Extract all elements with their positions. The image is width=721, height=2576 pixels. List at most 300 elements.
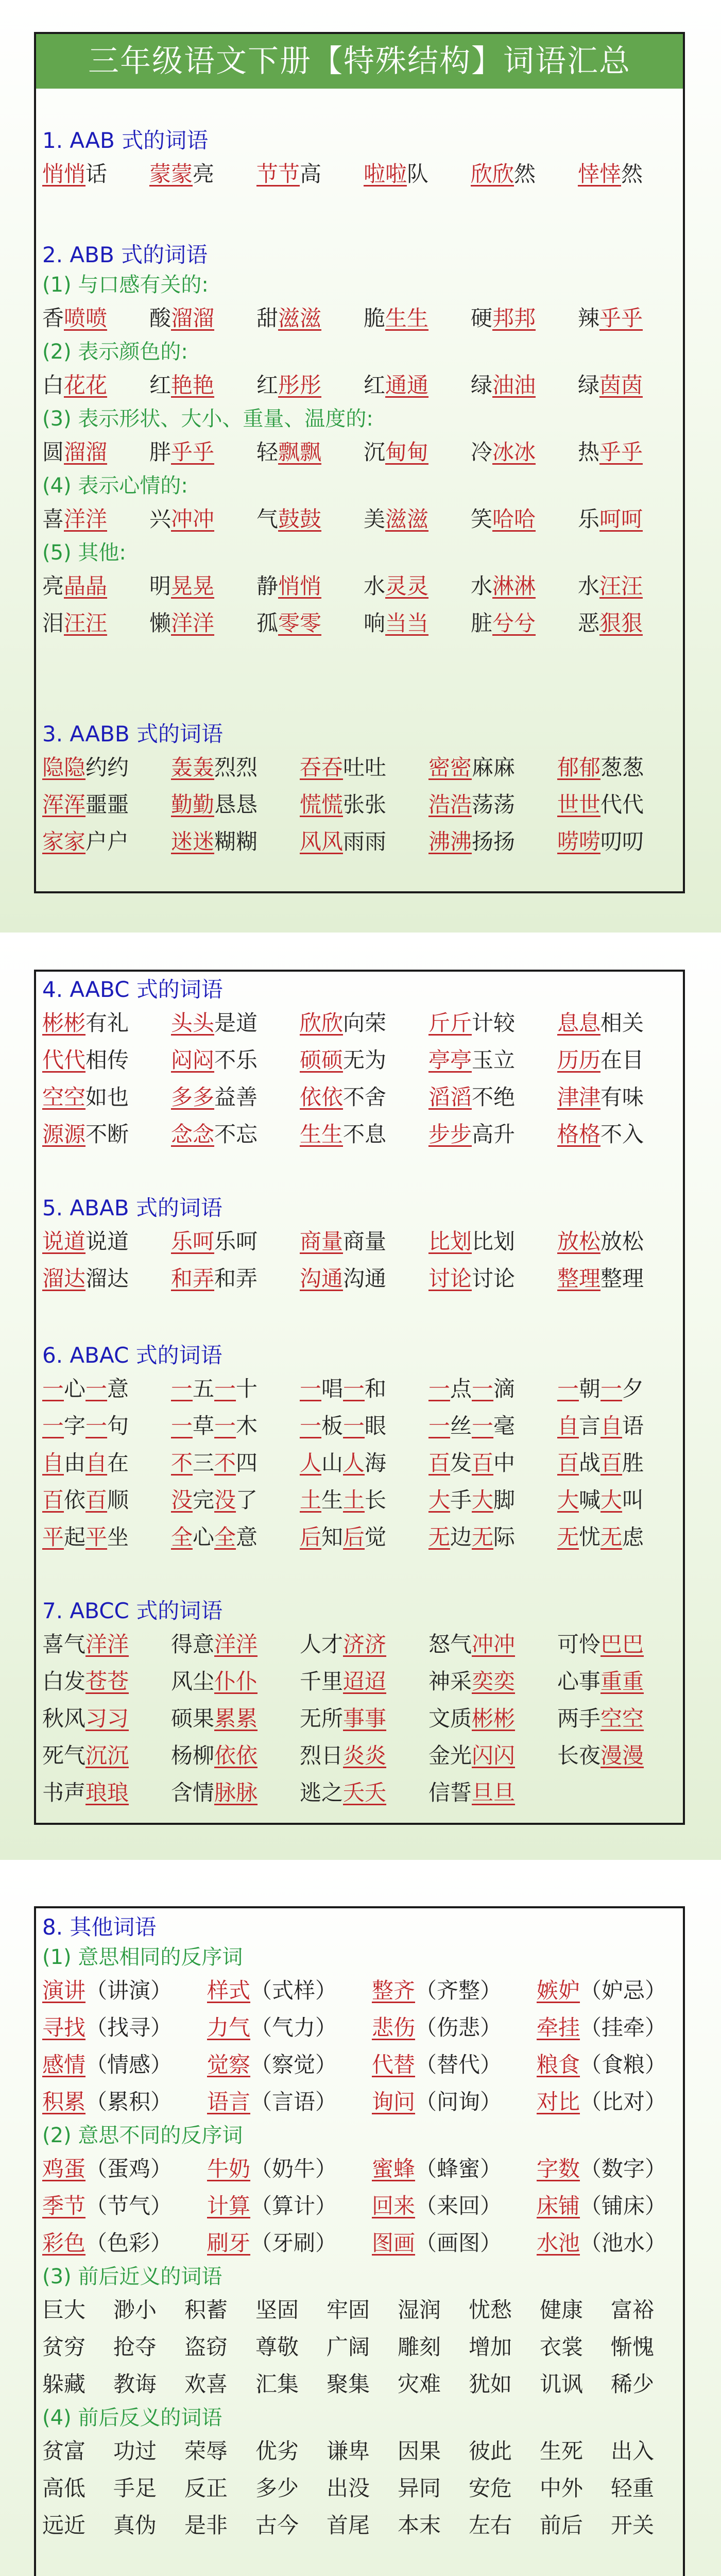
plain-part: 然 <box>621 161 643 187</box>
plain-part: 书声 <box>42 1780 86 1805</box>
plain-part: （妒忌） <box>580 1978 667 2003</box>
word-item <box>428 1260 557 1297</box>
word-row <box>42 1626 677 1663</box>
highlighted-part: 奕奕 <box>472 1669 516 1694</box>
word-item <box>300 1626 428 1663</box>
plain-part: 不忘 <box>214 1122 258 1147</box>
word-row <box>42 1005 677 1042</box>
word-item <box>256 434 364 471</box>
highlighted-part: 累累 <box>214 1706 258 1731</box>
highlighted-part: 力气 <box>207 2015 251 2040</box>
plain-part: 十 <box>236 1376 258 1401</box>
plain-part: 渺小 <box>113 2297 157 2323</box>
plain-part: 讨论 <box>472 1266 516 1291</box>
plain-part: 在目 <box>600 1047 644 1073</box>
word-item <box>327 2507 398 2544</box>
highlighted-part: 源源 <box>42 1122 86 1147</box>
word-row <box>42 1700 677 1737</box>
word-item <box>42 2150 207 2188</box>
word-item <box>398 2433 469 2470</box>
plain-part: （情感） <box>85 2052 173 2077</box>
word-item <box>557 1445 686 1482</box>
plain-part: 轻重 <box>611 2476 655 2501</box>
word-item <box>469 2292 540 2329</box>
plain-part: （池水） <box>580 2230 667 2256</box>
word-item <box>364 300 471 337</box>
highlighted-part: 溜溜 <box>171 306 215 331</box>
word-item <box>300 749 428 786</box>
plain-part: 两手 <box>557 1706 601 1731</box>
word-item <box>557 749 686 786</box>
word-item <box>207 1972 372 2009</box>
highlighted-part: 自 <box>557 1413 579 1438</box>
word-item <box>327 2433 398 2470</box>
word-item <box>540 2507 611 2544</box>
word-item <box>428 1408 557 1445</box>
plain-part: 千里 <box>300 1669 344 1694</box>
word-item <box>171 1042 300 1079</box>
plain-part: 彼此 <box>469 2438 512 2464</box>
section-abcc <box>42 1596 677 1811</box>
plain-part: 喊 <box>579 1487 601 1513</box>
word-item <box>471 156 578 193</box>
word-row <box>42 2292 677 2329</box>
plain-part: 起 <box>64 1524 86 1550</box>
plain-part: 犹如 <box>469 2371 512 2397</box>
plain-part: （替代） <box>415 2052 502 2077</box>
word-item <box>42 2433 113 2470</box>
plain-part: 不断 <box>85 1122 129 1147</box>
plain-part: 讥讽 <box>540 2371 583 2397</box>
word-item <box>611 2329 682 2366</box>
plain-part: （铺床） <box>580 2193 667 2218</box>
word-row <box>42 605 677 642</box>
plain-part: 水 <box>364 573 386 599</box>
plain-part: 如也 <box>85 1084 129 1110</box>
plain-part: （气力） <box>250 2015 337 2040</box>
plain-part: 响 <box>364 611 386 636</box>
word-row <box>42 2329 677 2366</box>
word-item <box>171 1370 300 1408</box>
plain-part: 玉立 <box>472 1047 516 1073</box>
word-item <box>113 2433 184 2470</box>
word-item <box>471 367 578 404</box>
word-item <box>42 434 149 471</box>
word-item <box>364 501 471 538</box>
highlighted-part: 重重 <box>600 1669 644 1694</box>
plain-part: 向荣 <box>343 1010 387 1036</box>
plain-part: 不息 <box>343 1122 387 1147</box>
word-item <box>372 2083 537 2121</box>
highlighted-part: 代代 <box>42 1047 86 1073</box>
plain-part: 心事 <box>557 1669 601 1694</box>
word-item <box>42 1774 171 1811</box>
page-title: 三年级语文下册【特殊结构】词语汇总 <box>36 34 683 89</box>
highlighted-part: 空空 <box>42 1084 86 1110</box>
plain-part: 说道 <box>85 1229 129 1254</box>
word-row <box>42 1972 677 2009</box>
word-item <box>557 1408 686 1445</box>
plain-part: 胜 <box>622 1450 644 1476</box>
plain-part: 健康 <box>540 2297 583 2323</box>
plain-part: 放松 <box>600 1229 644 1254</box>
plain-part: 异同 <box>398 2476 441 2501</box>
plain-part: 秋风 <box>42 1706 86 1731</box>
word-row <box>42 568 677 605</box>
plain-part: 喜 <box>42 506 64 532</box>
word-item <box>42 156 149 193</box>
plain-part: 五 <box>193 1376 215 1401</box>
plain-part: 不绝 <box>472 1084 516 1110</box>
highlighted-part: 整理 <box>557 1266 601 1291</box>
word-item <box>557 1700 686 1737</box>
highlighted-part: 没 <box>214 1487 236 1513</box>
section-title: 4. AABC 式的词语 <box>42 977 223 1002</box>
plain-part: 张张 <box>343 792 387 817</box>
plain-part: 滴 <box>493 1376 516 1401</box>
plain-part: 富裕 <box>611 2297 655 2323</box>
highlighted-part: 飘飘 <box>278 439 322 465</box>
word-item <box>372 2150 537 2188</box>
section-title: 6. ABAC 式的词语 <box>42 1343 222 1368</box>
plain-part: 中外 <box>540 2476 583 2501</box>
word-item <box>428 1042 557 1079</box>
plain-part: 四 <box>236 1450 258 1476</box>
plain-part: 毫 <box>493 1413 516 1438</box>
highlighted-part: 乐呵 <box>171 1229 215 1254</box>
plain-part: 教诲 <box>113 2371 157 2397</box>
panel-3 <box>34 1906 685 2576</box>
word-item <box>171 1663 300 1700</box>
plain-part: 吐吐 <box>343 755 387 780</box>
plain-part: 中 <box>493 1450 516 1476</box>
highlighted-part: 念念 <box>171 1122 215 1147</box>
plain-part: 荣辱 <box>184 2438 228 2464</box>
plain-part: 尊敬 <box>255 2334 299 2360</box>
word-item <box>578 300 685 337</box>
word-row <box>42 1079 677 1116</box>
highlighted-part: 空空 <box>600 1706 644 1731</box>
word-row <box>42 1737 677 1774</box>
plain-part: （问询） <box>415 2089 502 2114</box>
word-item <box>428 1116 557 1153</box>
word-row <box>42 2433 677 2470</box>
plain-part: 句 <box>107 1413 129 1438</box>
word-item <box>207 2225 372 2262</box>
panel-1 <box>34 32 685 893</box>
highlighted-part: 后 <box>300 1524 322 1550</box>
highlighted-part: 一 <box>171 1376 193 1401</box>
highlighted-part: 乎乎 <box>599 306 643 331</box>
highlighted-part: 世世 <box>557 792 601 817</box>
highlighted-part: 百 <box>557 1450 579 1476</box>
word-item <box>42 2225 207 2262</box>
highlighted-part: 觉察 <box>207 2052 251 2077</box>
word-item <box>300 1116 428 1153</box>
word-item <box>557 1005 686 1042</box>
plain-part: 广阔 <box>327 2334 370 2360</box>
plain-part: （数字） <box>580 2156 667 2181</box>
word-item <box>42 1663 171 1700</box>
highlighted-part: 自 <box>600 1413 623 1438</box>
plain-part: 完 <box>193 1487 215 1513</box>
plain-part: 孤 <box>256 611 279 636</box>
word-item <box>171 786 300 823</box>
word-item <box>364 568 471 605</box>
highlighted-part: 依依 <box>300 1084 344 1110</box>
plain-part: 是道 <box>214 1010 258 1036</box>
highlighted-part: 牵挂 <box>537 2015 580 2040</box>
plain-part: （色彩） <box>85 2230 173 2256</box>
plain-part: 冷 <box>471 439 493 465</box>
word-item <box>255 2433 327 2470</box>
word-item <box>171 749 300 786</box>
highlighted-part: 询问 <box>372 2089 416 2114</box>
highlighted-part: 百 <box>472 1450 494 1476</box>
highlighted-part: 百 <box>42 1487 64 1513</box>
plain-part: 优劣 <box>255 2438 299 2464</box>
highlighted-part: 粮食 <box>537 2052 580 2077</box>
plain-part: 美 <box>364 506 386 532</box>
highlighted-part: 一 <box>42 1376 64 1401</box>
word-item <box>327 2470 398 2507</box>
plain-part: 眼 <box>365 1413 387 1438</box>
highlighted-part: 乎乎 <box>171 439 215 465</box>
plain-part: 高 <box>300 161 322 187</box>
highlighted-part: 一 <box>171 1413 193 1438</box>
plain-part: （察觉） <box>250 2052 337 2077</box>
plain-part: 积蓄 <box>184 2297 228 2323</box>
word-item <box>428 1005 557 1042</box>
highlighted-part: 嫉妒 <box>537 1978 580 2003</box>
highlighted-part: 斤斤 <box>428 1010 472 1036</box>
word-item <box>207 2188 372 2225</box>
plain-part: 葱葱 <box>600 755 644 780</box>
highlighted-part: 漫漫 <box>600 1743 644 1768</box>
word-item <box>171 1700 300 1737</box>
plain-part: 山 <box>321 1450 344 1476</box>
word-item <box>255 2329 327 2366</box>
highlighted-part: 全 <box>171 1524 193 1550</box>
word-item <box>537 2225 701 2262</box>
word-item <box>428 1370 557 1408</box>
word-item <box>537 1972 701 2009</box>
plain-part: 有礼 <box>85 1010 129 1036</box>
plain-part: 雕刻 <box>398 2334 441 2360</box>
highlighted-part: 一 <box>85 1376 108 1401</box>
highlighted-part: 苍苍 <box>85 1669 129 1694</box>
plain-part: 战 <box>579 1450 601 1476</box>
highlighted-part: 生生 <box>300 1122 344 1147</box>
word-item <box>611 2507 682 2544</box>
word-item <box>42 2292 113 2329</box>
highlighted-part: 呵呵 <box>599 506 643 532</box>
highlighted-part: 欣欣 <box>471 161 514 187</box>
highlighted-part: 沟通 <box>300 1266 344 1291</box>
word-item <box>540 2433 611 2470</box>
plain-part: （来回） <box>415 2193 502 2218</box>
plain-part: 无所 <box>300 1706 344 1731</box>
highlighted-part: 习习 <box>85 1706 129 1731</box>
highlighted-part: 头头 <box>171 1010 215 1036</box>
highlighted-part: 床铺 <box>537 2193 580 2218</box>
word-item <box>171 1079 300 1116</box>
highlighted-part: 人 <box>343 1450 365 1476</box>
word-item <box>42 2329 113 2366</box>
plain-part: 辣 <box>578 306 600 331</box>
word-item <box>300 1260 428 1297</box>
highlighted-part: 闪闪 <box>472 1743 516 1768</box>
word-item <box>398 2507 469 2544</box>
plain-part: （比对） <box>580 2089 667 2114</box>
plain-part: 生 <box>321 1487 344 1513</box>
plain-part: 乐 <box>578 506 600 532</box>
plain-part: 红 <box>364 372 386 398</box>
highlighted-part: 自 <box>42 1450 64 1476</box>
word-row <box>42 1116 677 1153</box>
plain-part: 比划 <box>472 1229 516 1254</box>
word-item <box>171 1260 300 1297</box>
highlighted-part: 整齐 <box>372 1978 416 2003</box>
word-item <box>42 1260 171 1297</box>
word-item <box>149 501 256 538</box>
word-item <box>578 605 685 642</box>
highlighted-part: 沉沉 <box>85 1743 129 1768</box>
plain-part: 懒 <box>149 611 171 636</box>
word-item <box>300 1223 428 1260</box>
plain-part: 圆 <box>42 439 64 465</box>
word-row <box>42 1408 677 1445</box>
plain-part: 左右 <box>469 2513 512 2538</box>
highlighted-part: 回来 <box>372 2193 416 2218</box>
highlighted-part: 一 <box>472 1376 494 1401</box>
word-item <box>184 2329 255 2366</box>
word-item <box>578 367 685 404</box>
plain-part: 盗窃 <box>184 2334 228 2360</box>
plain-part: 觉 <box>365 1524 387 1550</box>
highlighted-part: 步步 <box>428 1122 472 1147</box>
word-item <box>300 1700 428 1737</box>
highlighted-part: 说道 <box>42 1229 86 1254</box>
word-item <box>428 1737 557 1774</box>
plain-part: 约约 <box>85 755 129 780</box>
sub-title: (1) 与口感有关的: <box>42 273 209 297</box>
plain-part: 意 <box>107 1376 129 1401</box>
plain-part: 贫富 <box>42 2438 86 2464</box>
highlighted-part: 事事 <box>343 1706 387 1731</box>
word-item <box>42 749 171 786</box>
section-aabc <box>42 975 677 1153</box>
highlighted-part: 悻悻 <box>578 161 622 187</box>
word-item <box>300 1408 428 1445</box>
word-item <box>300 1445 428 1482</box>
plain-part: 扬扬 <box>472 829 516 854</box>
plain-part: （奶牛） <box>250 2156 337 2181</box>
highlighted-part: 一 <box>300 1413 322 1438</box>
plain-part: 前后 <box>540 2513 583 2538</box>
word-item <box>540 2470 611 2507</box>
highlighted-part: 生生 <box>385 306 429 331</box>
word-item <box>372 2046 537 2083</box>
plain-part: 有味 <box>600 1084 644 1110</box>
plain-part: 荡荡 <box>472 792 516 817</box>
plain-part: （牙刷） <box>250 2230 337 2256</box>
plain-part: 雨雨 <box>343 829 387 854</box>
plain-part: 不舍 <box>343 1084 387 1110</box>
highlighted-part: 喷喷 <box>64 306 108 331</box>
word-item <box>469 2433 540 2470</box>
word-item <box>611 2433 682 2470</box>
highlighted-part: 一 <box>472 1413 494 1438</box>
word-item <box>611 2366 682 2403</box>
highlighted-part: 冲冲 <box>472 1632 516 1657</box>
plain-part: 躲藏 <box>42 2371 86 2397</box>
word-item <box>557 823 686 860</box>
word-item <box>113 2329 184 2366</box>
section-title: 8. 其他词语 <box>42 1914 157 1940</box>
sub-title: (3) 表示形状、大小、重量、温度的: <box>42 407 373 431</box>
word-row <box>42 1519 677 1556</box>
plain-part: 在 <box>107 1450 129 1476</box>
plain-part: 计较 <box>472 1010 516 1036</box>
plain-part: 相关 <box>600 1010 644 1036</box>
plain-part: 热 <box>578 439 600 465</box>
word-item <box>42 2470 113 2507</box>
word-item <box>42 2507 113 2544</box>
word-item <box>364 367 471 404</box>
word-item <box>171 1408 300 1445</box>
plain-part: （算计） <box>250 2193 337 2218</box>
word-item <box>184 2433 255 2470</box>
plain-part: 手足 <box>113 2476 157 2501</box>
plain-part: 恳恳 <box>214 792 258 817</box>
word-item <box>471 434 578 471</box>
plain-part: 长 <box>365 1487 387 1513</box>
highlighted-part: 代替 <box>372 2052 416 2077</box>
word-item <box>184 2470 255 2507</box>
plain-part: 高低 <box>42 2476 86 2501</box>
section-title: 1. AAB 式的词语 <box>42 128 209 153</box>
word-item <box>207 2083 372 2121</box>
highlighted-part: 一 <box>428 1413 451 1438</box>
word-item <box>113 2470 184 2507</box>
plain-part: 安危 <box>469 2476 512 2501</box>
word-item <box>471 568 578 605</box>
highlighted-part: 悄悄 <box>42 161 86 187</box>
word-item <box>578 434 685 471</box>
highlighted-part: 后 <box>343 1524 365 1550</box>
word-item <box>149 367 256 404</box>
highlighted-part: 计算 <box>207 2193 251 2218</box>
word-item <box>364 434 471 471</box>
sub-title: (2) 表示颜色的: <box>42 340 188 364</box>
plain-part: 酸 <box>149 306 171 331</box>
word-item <box>557 1626 686 1663</box>
word-item <box>255 2292 327 2329</box>
plain-part: 户户 <box>85 829 129 854</box>
plain-part: （齐整） <box>415 1978 502 2003</box>
word-item <box>611 2292 682 2329</box>
word-item <box>42 1482 171 1519</box>
plain-part: 甜 <box>256 306 279 331</box>
word-item <box>171 1482 300 1519</box>
plain-part: 边 <box>450 1524 472 1550</box>
section-aab <box>42 126 677 193</box>
highlighted-part: 巴巴 <box>600 1632 644 1657</box>
highlighted-part: 没 <box>171 1487 193 1513</box>
plain-part: 杨柳 <box>171 1743 215 1768</box>
plain-part: 金光 <box>428 1743 472 1768</box>
